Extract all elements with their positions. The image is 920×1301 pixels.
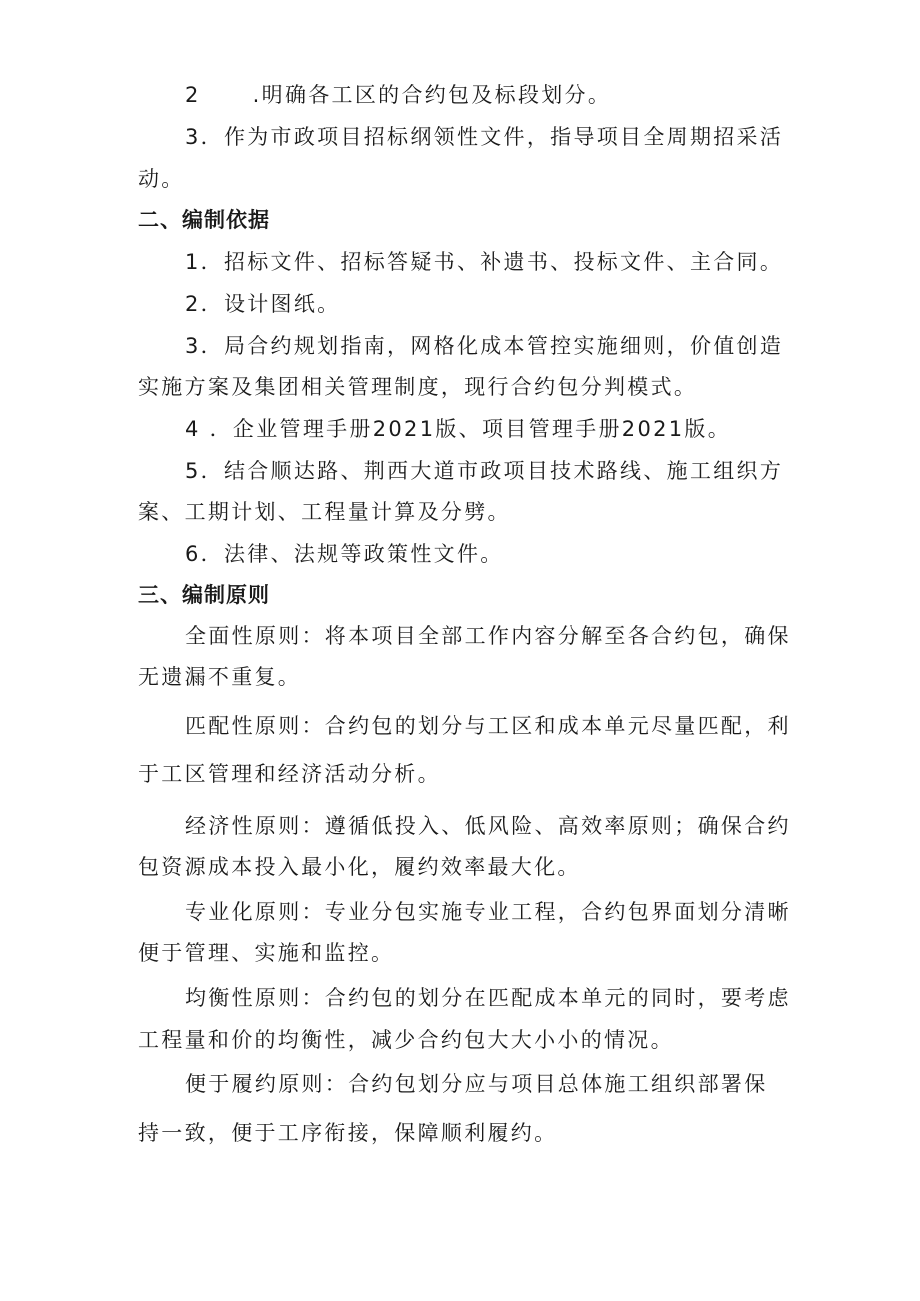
section-2-heading: 二、编制依据 <box>138 208 270 232</box>
principle-matching-line2: 于工区管理和经济活动分析。 <box>138 762 441 786</box>
principle-specialization-line2: 便于管理、实施和监控。 <box>138 941 395 965</box>
basis-item-5-line1: 5．结合顺达路、荆西大道市政项目技术路线、施工组织方 <box>185 459 784 483</box>
basis-item-5-line2: 案、工期计划、工程量计算及分劈。 <box>138 500 511 524</box>
intro-item-3-line1: 3．作为市政项目招标纲领性文件，指导项目全周期招采活 <box>185 125 784 149</box>
principle-matching-line1: 匹配性原则：合约包的划分与工区和成本单元尽量匹配，利 <box>185 714 791 738</box>
principle-economy-line2: 包资源成本投入最小化，履约效率最大化。 <box>138 855 581 879</box>
intro-item-3-line2: 动。 <box>138 167 185 191</box>
intro-item-2-number: 2 <box>185 83 201 107</box>
principle-economy-line1: 经济性原则：遵循低投入、低风险、高效率原则；确保合约 <box>185 814 791 838</box>
principle-comprehensive-line2: 无遗漏不重复。 <box>138 665 302 689</box>
intro-item-2 <box>185 80 611 110</box>
basis-item-4: 4 ．企业管理手册2021版、项目管理手册2021版。 <box>185 417 732 441</box>
principle-comprehensive-line1: 全面性原则：将本项目全部工作内容分解至各合约包，确保 <box>185 624 791 648</box>
principle-balance-line1: 均衡性原则：合约包的划分在匹配成本单元的同时，要考虑 <box>185 986 791 1010</box>
principle-balance-line2: 工程量和价的均衡性，减少合约包大大小小的情况。 <box>138 1028 674 1052</box>
basis-item-2: 2．设计图纸。 <box>185 292 341 316</box>
basis-item-3-line2: 实施方案及集团相关管理制度，现行合约包分判模式。 <box>138 375 698 399</box>
principle-performance-line1: 便于履约原则：合约包划分应与项目总体施工组织部署保 <box>185 1072 768 1096</box>
section-3-heading: 三、编制原则 <box>138 583 270 607</box>
principle-performance-line2: 持一致，便于工序衔接，保障顺利履约。 <box>138 1121 558 1145</box>
basis-item-3-line1: 3．局合约规划指南，网格化成本管控实施细则，价值创造 <box>185 334 784 358</box>
principle-specialization-line1: 专业化原则：专业分包实施专业工程，合约包界面划分清晰 <box>185 900 791 924</box>
basis-item-6: 6．法律、法规等政策性文件。 <box>185 542 504 566</box>
intro-item-2-text: .明确各工区的合约包及标段划分。 <box>252 83 612 107</box>
basis-item-1: 1．招标文件、招标答疑书、补遗书、投标文件、主合同。 <box>185 250 784 274</box>
